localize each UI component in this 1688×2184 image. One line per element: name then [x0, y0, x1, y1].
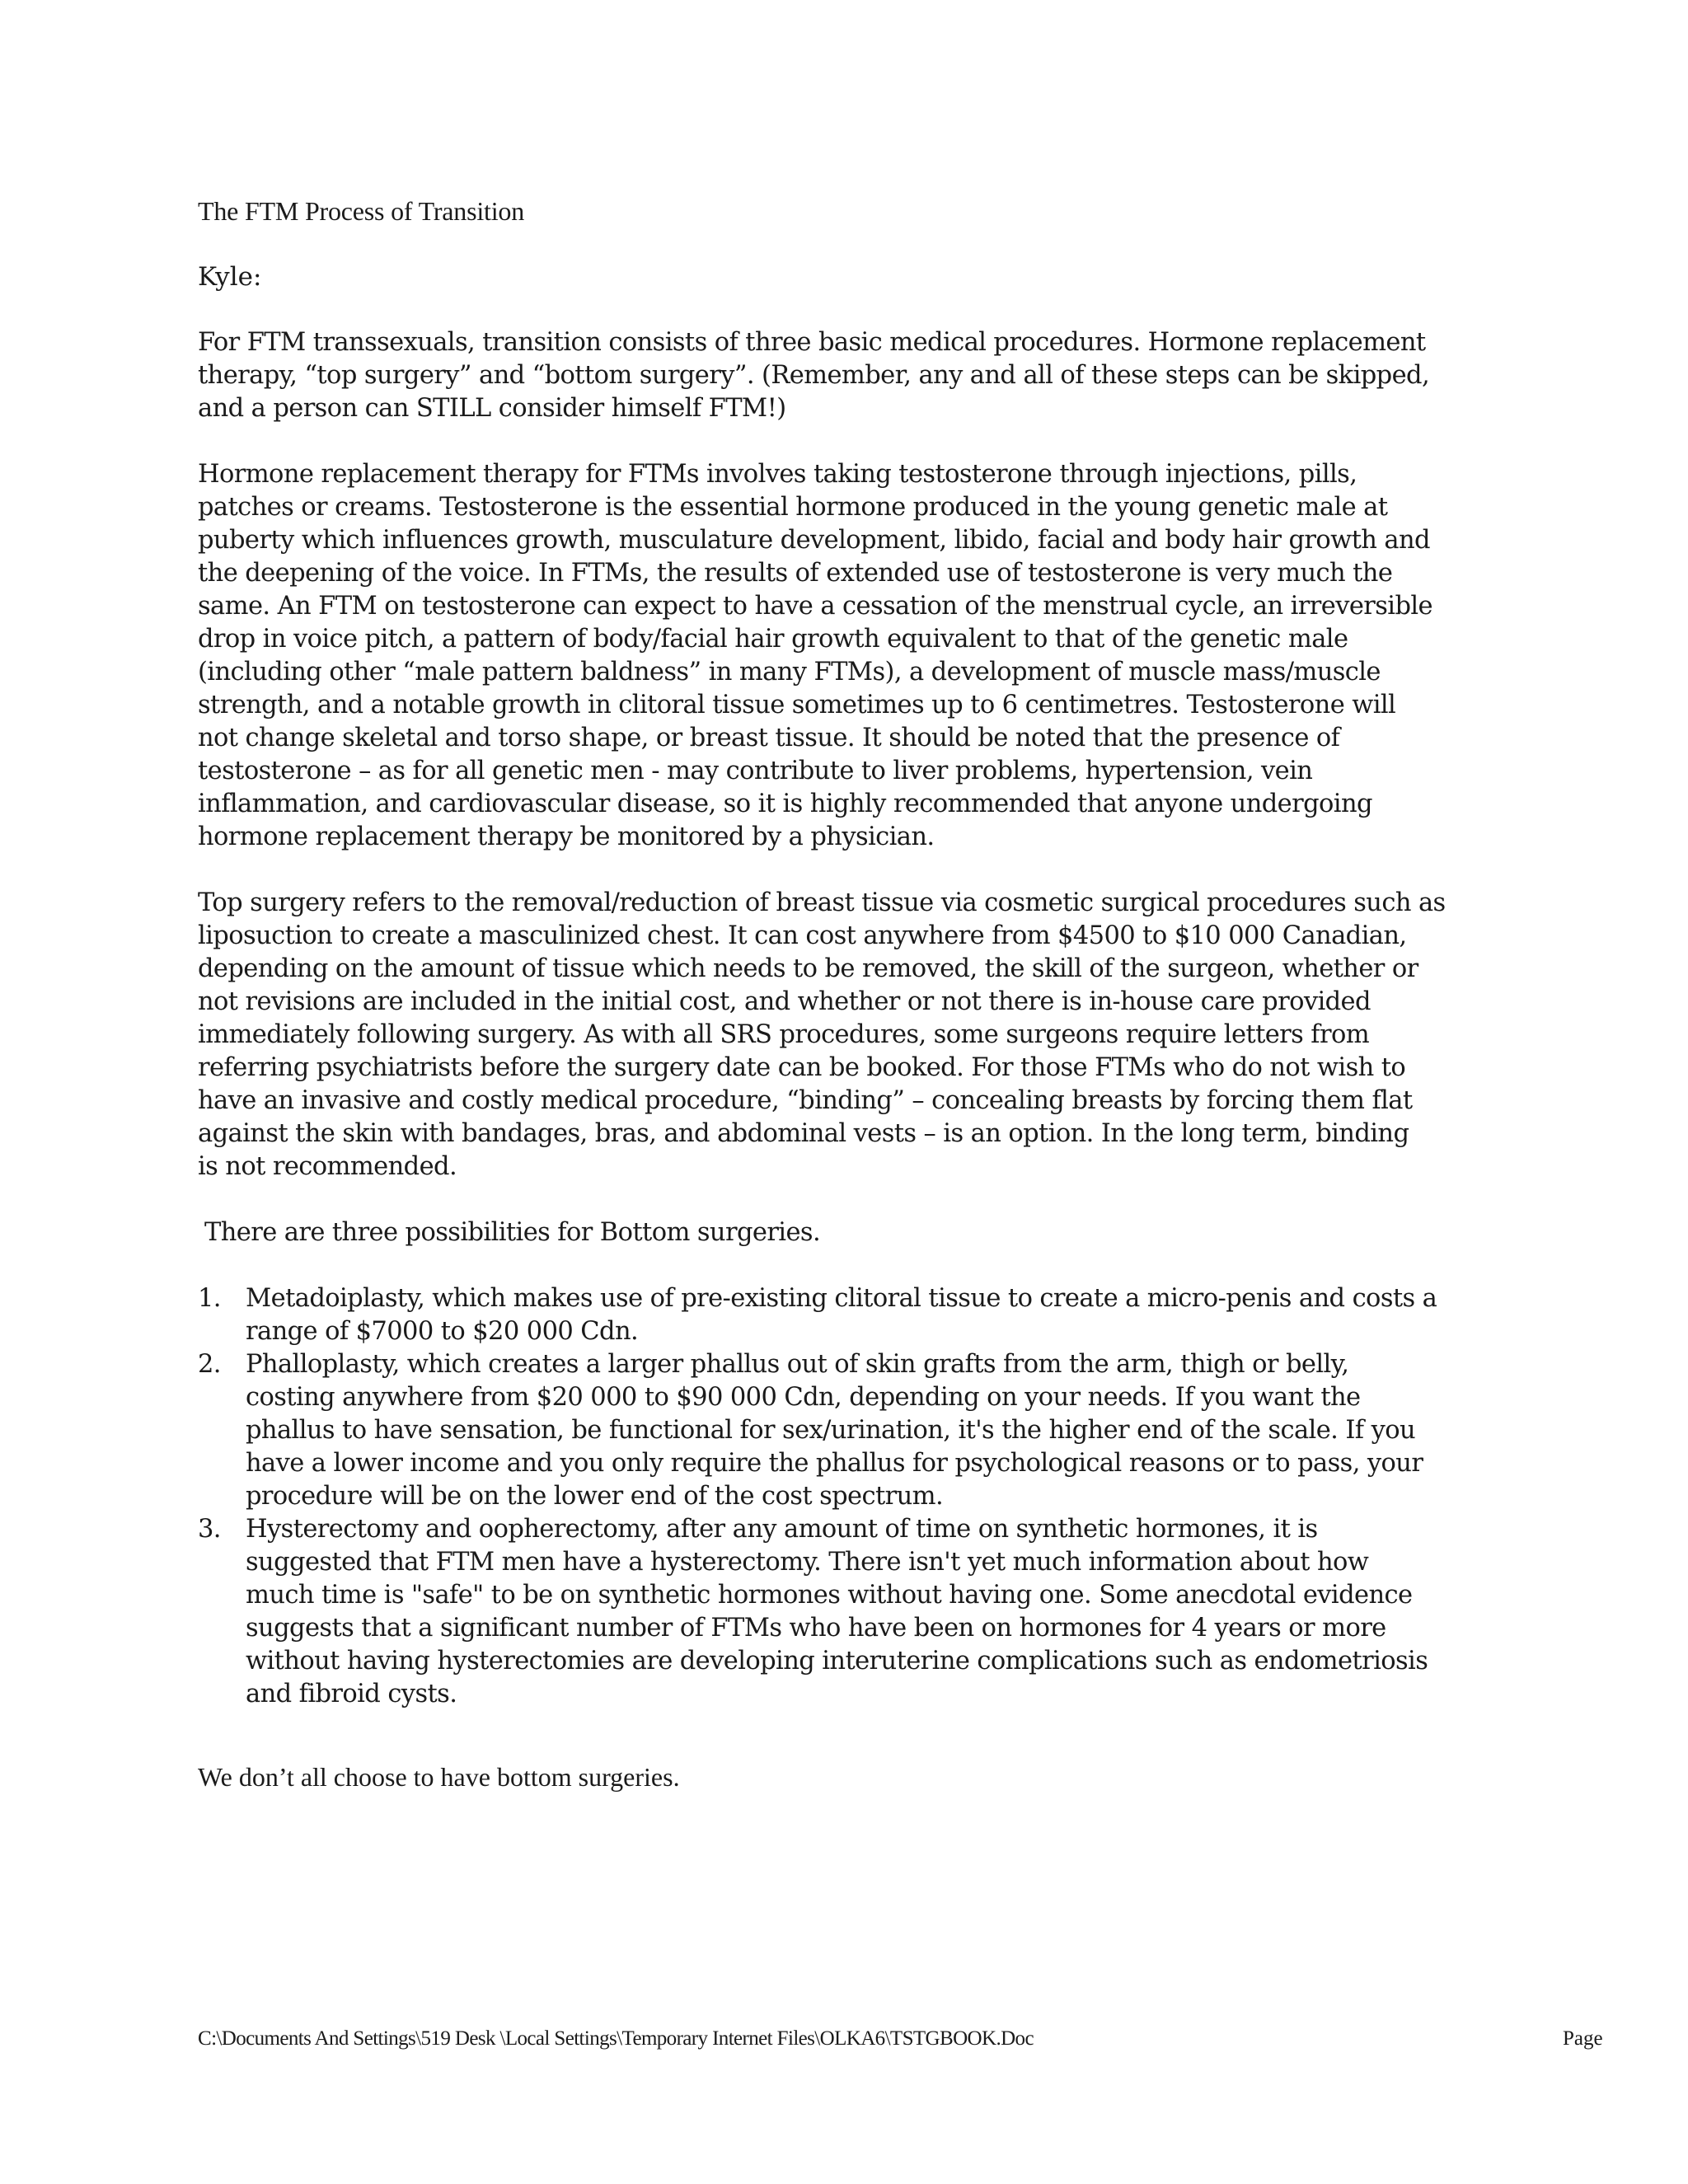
paragraph-line: the deepening of the voice. In FTMs, the results of extended use of testosterone is very much the	[198, 559, 1393, 588]
list-item-line: without having hysterectomies are developing interuterine complications such as endometriosis	[246, 1647, 1428, 1675]
paragraph-line: inflammation, and cardiovascular disease, so it is highly recommended that anyone undergoing	[198, 790, 1372, 818]
paragraph-line: same. An FTM on testosterone can expect to have a cessation of the menstrual cycle, an irreversible	[198, 592, 1432, 621]
list-item-line: Phalloplasty, which creates a larger phallus out of skin grafts from the arm, thigh or belly,	[246, 1350, 1349, 1379]
footer-file-path: C:\Documents And Settings\519 Desk \Local Settings\Temporary Internet Files\OLKA6\TSTGBOOK.Doc	[198, 2027, 1034, 2050]
list-item-number: 2.	[198, 1350, 221, 1379]
paragraph-line: against the skin with bandages, bras, and abdominal vests – is an option. In the long term, binding	[198, 1119, 1409, 1148]
paragraph-line: Top surgery refers to the removal/reduction of breast tissue via cosmetic surgical procedures such as	[198, 888, 1446, 917]
document-title: The FTM Process of Transition	[198, 196, 524, 226]
paragraph-line: have an invasive and costly medical procedure, “binding” – concealing breasts by forcing them flat	[198, 1086, 1413, 1115]
list-item	[198, 1348, 1484, 1513]
list-item-number: 3.	[198, 1515, 221, 1544]
paragraph-hormone-therapy	[198, 458, 1451, 854]
paragraph-line: drop in voice pitch, a pattern of body/facial hair growth equivalent to that of the genetic male	[198, 625, 1348, 654]
paragraph-line: (including other “male pattern baldness” in many FTMs), a development of muscle mass/muscle	[198, 658, 1381, 687]
paragraph-line: and a person can STILL consider himself FTM!)	[198, 394, 786, 423]
list-item-line: suggests that a significant number of FTMs who have been on hormones for 4 years or more	[246, 1614, 1386, 1643]
list-item-line: Metadoiplasty, which makes use of pre-existing clitoral tissue to create a micro-penis and costs a	[246, 1284, 1437, 1313]
list-item	[198, 1282, 1484, 1348]
paragraph-line: liposuction to create a masculinized chest. It can cost anywhere from $4500 to $10 000 Canadian,	[198, 921, 1407, 950]
list-item-line: phallus to have sensation, be functional for sex/urination, it's the higher end of the scale. If you	[246, 1416, 1416, 1445]
salutation: Kyle:	[198, 262, 262, 292]
paragraph-line: referring psychiatrists before the surgery date can be booked. For those FTMs who do not wish to	[198, 1053, 1406, 1082]
paragraph-line: Hormone replacement therapy for FTMs involves taking testosterone through injections, pills,	[198, 460, 1357, 489]
paragraph-line: not change skeletal and torso shape, or breast tissue. It should be noted that the presence of	[198, 724, 1340, 752]
paragraph-line: patches or creams. Testosterone is the essential hormone produced in the young genetic male at	[198, 493, 1388, 522]
paragraph-top-surgery	[198, 887, 1451, 1183]
list-item-line: much time is "safe" to be on synthetic hormones without having one. Some anecdotal evidence	[246, 1581, 1413, 1610]
bottom-surgery-list	[198, 1282, 1484, 1711]
footer-page-label: Page	[1563, 2027, 1603, 2050]
list-item-line: procedure will be on the lower end of the cost spectrum.	[246, 1482, 944, 1511]
list-item-number: 1.	[198, 1284, 221, 1313]
list-item-line: and fibroid cysts.	[246, 1680, 457, 1708]
list-item-line: range of $7000 to $20 000 Cdn.	[246, 1317, 639, 1346]
paragraph-line: testosterone – as for all genetic men - may contribute to liver problems, hypertension, vein	[198, 757, 1313, 785]
list-item-line: suggested that FTM men have a hysterectomy. There isn't yet much information about how	[246, 1548, 1369, 1577]
paragraph-line: hormone replacement therapy be monitored by a physician.	[198, 823, 935, 851]
paragraph-line: not revisions are included in the initial cost, and whether or not there is in-house care provided	[198, 987, 1371, 1016]
closing-line: We don’t all choose to have bottom surgeries.	[198, 1762, 680, 1792]
list-item-line: Hysterectomy and oopherectomy, after any amount of time on synthetic hormones, it is	[246, 1515, 1318, 1544]
paragraph-line: strength, and a notable growth in clitoral tissue sometimes up to 6 centimetres. Testosterone will	[198, 691, 1396, 719]
paragraph-bottom-surgery-intro: There are three possibilities for Bottom surgeries.	[204, 1218, 821, 1247]
list-item	[198, 1513, 1484, 1711]
paragraph-line: immediately following surgery. As with all SRS procedures, some surgeons require letters from	[198, 1020, 1370, 1049]
paragraph-line: is not recommended.	[198, 1152, 457, 1181]
list-item-line: costing anywhere from $20 000 to $90 000 Cdn, depending on your needs. If you want the	[246, 1383, 1361, 1412]
list-item-line: have a lower income and you only require the phallus for psychological reasons or to pass, your	[246, 1449, 1423, 1478]
paragraph-line: puberty which influences growth, musculature development, libido, facial and body hair growth and	[198, 526, 1430, 555]
paragraph-line: For FTM transsexuals, transition consists of three basic medical procedures. Hormone replacement	[198, 328, 1426, 357]
paragraph-intro	[198, 326, 1451, 425]
paragraph-line: therapy, “top surgery” and “bottom surgery”. (Remember, any and all of these steps can be skipped,	[198, 361, 1430, 390]
paragraph-line: depending on the amount of tissue which needs to be removed, the skill of the surgeon, whether or	[198, 954, 1418, 983]
